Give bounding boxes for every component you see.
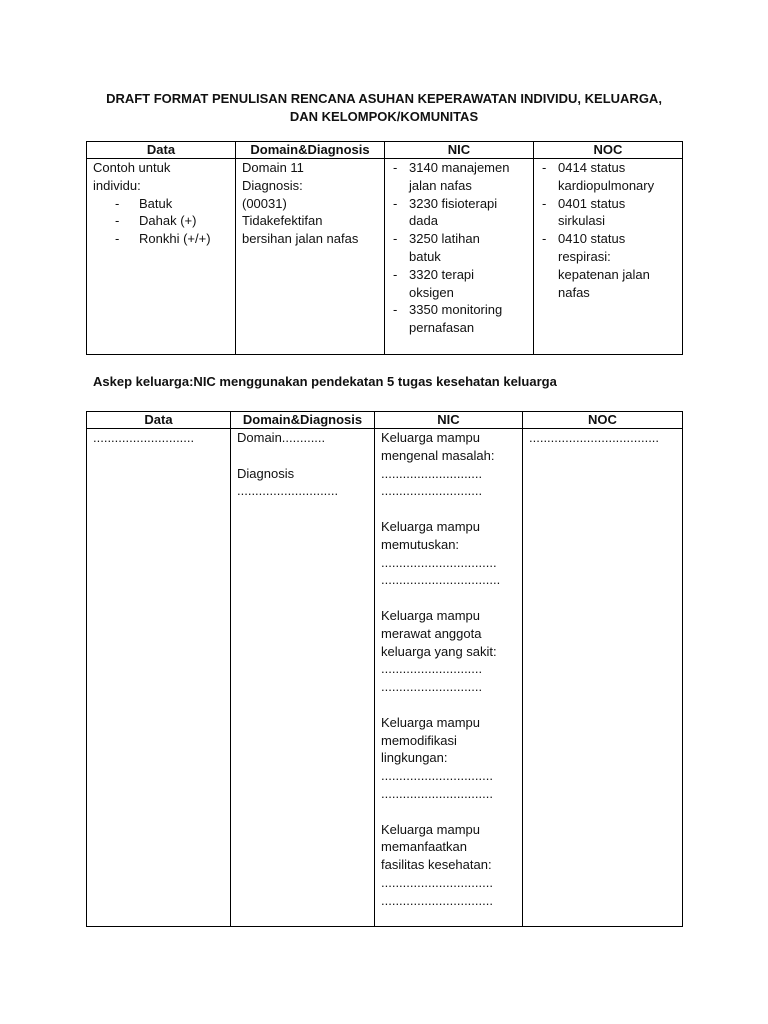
table-header-row <box>87 412 683 429</box>
list-item: - 3250 latihan batuk <box>391 230 527 266</box>
title-line-2: DAN KELOMPOK/KOMUNITAS <box>289 109 479 124</box>
domain-line: (00031) <box>242 195 287 211</box>
nic-group-recognize: Keluarga mampu mengenal masalah: ............................ ............................ <box>381 430 495 499</box>
domain-label: Domain............ <box>237 430 326 445</box>
list-item: - 0410 status respirasi: kepatenan jalan nafas <box>540 230 676 301</box>
noc-list <box>540 159 676 301</box>
nic-group-care: Keluarga mampu merawat anggota keluarga yang sakit: ............................ ............................ <box>381 607 497 695</box>
header-domain-diagnosis: Domain&Diagnosis <box>231 412 375 429</box>
list-item: - 0414 status kardiopulmonary <box>540 159 676 195</box>
family-care-plan-table <box>86 411 683 927</box>
data-intro-line: individu: <box>93 177 141 193</box>
domain-diagnosis-cell <box>236 159 385 355</box>
list-item: - Dahak (+) <box>115 212 229 230</box>
list-item: - 3140 manajemen jalan nafas <box>391 159 527 195</box>
title-line-1: DRAFT FORMAT PENULISAN RENCANA ASUHAN KEPERAWATAN INDIVIDU, KELUARGA, <box>106 91 662 106</box>
header-nic: NIC <box>385 142 534 159</box>
diagnosis-label: Diagnosis <box>237 465 295 481</box>
list-item: - 3320 terapi oksigen <box>391 266 527 302</box>
diagnosis-placeholder: ............................ <box>237 483 339 499</box>
individual-care-plan-table <box>86 141 683 355</box>
family-section-heading: Askep keluarga:NIC menggunakan pendekatan 5 tugas kesehatan keluarga <box>93 374 557 389</box>
nic-group-modify: Keluarga mampu memodifikasi lingkungan: ............................... ............................... <box>381 714 493 801</box>
table-header-row <box>87 142 683 159</box>
domain-line: Tidakefektifan <box>242 213 323 229</box>
list-item: - 3230 fisioterapi dada <box>391 195 527 231</box>
nic-cell <box>375 429 523 927</box>
list-item: - Batuk <box>115 195 229 213</box>
domain-diagnosis-cell <box>231 429 375 927</box>
nic-cell <box>385 159 534 355</box>
noc-cell <box>523 429 683 927</box>
header-data: Data <box>87 412 231 429</box>
header-noc: NOC <box>523 412 683 429</box>
list-item: - 3350 monitoring pernafasan <box>391 301 527 337</box>
nic-group-decide: Keluarga mampu memutuskan: ................................ ................................. <box>381 518 501 588</box>
domain-line: bersihan jalan nafas <box>242 231 359 247</box>
domain-line: Diagnosis: <box>242 177 303 193</box>
header-nic: NIC <box>375 412 523 429</box>
header-noc: NOC <box>534 142 683 159</box>
nic-group-facilities: Keluarga mampu memanfaatkan fasilitas kesehatan: ............................... ............................... <box>381 821 493 908</box>
data-cell <box>87 429 231 927</box>
noc-cell <box>534 159 683 355</box>
nic-list <box>391 159 527 337</box>
list-item: - 0401 status sirkulasi <box>540 195 676 231</box>
noc-placeholder: .................................... <box>529 430 660 445</box>
symptom-list <box>93 195 229 248</box>
list-item: - Ronkhi (+/+) <box>115 230 229 248</box>
header-data: Data <box>87 142 236 159</box>
domain-line: Domain 11 <box>242 160 304 175</box>
data-cell <box>87 159 236 355</box>
header-domain-diagnosis: Domain&Diagnosis <box>236 142 385 159</box>
document-title <box>86 90 682 126</box>
data-intro-line: Contoh untuk <box>93 160 171 175</box>
data-placeholder: ............................ <box>93 430 195 445</box>
table-row <box>87 429 683 927</box>
table-row <box>87 159 683 355</box>
